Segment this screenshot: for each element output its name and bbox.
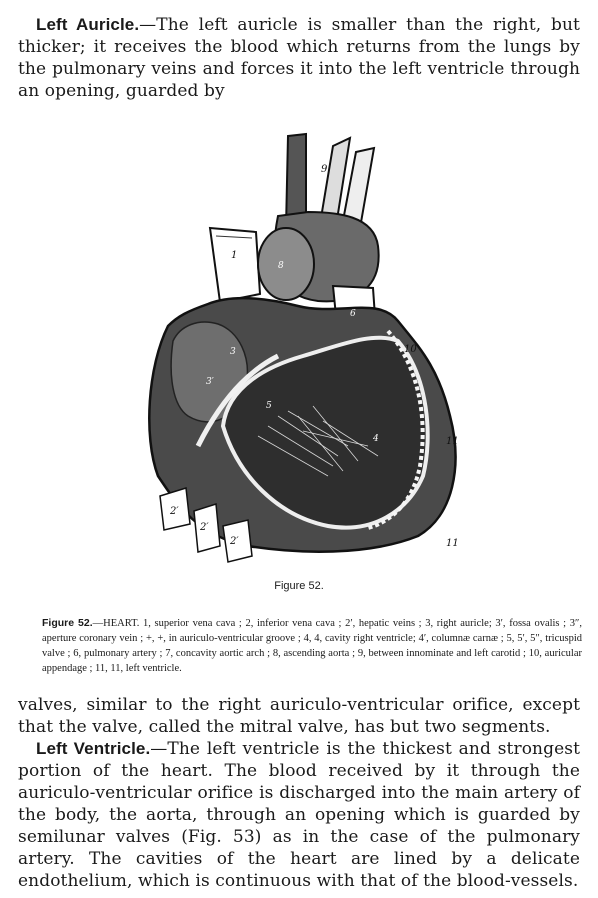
label-3prime: 3′ — [206, 377, 214, 387]
paragraph-left-ventricle — [18, 738, 580, 892]
label-11a: 11 — [446, 436, 459, 447]
label-11b: 11 — [446, 538, 459, 549]
label-8: 8 — [278, 261, 284, 271]
heart-illustration — [128, 116, 488, 571]
paragraph-left-auricle-body: —The left auricle is smaller than the right, but thicker; it receives the blood which returns from the lungs by the pulmonary veins and forces it into the left ventricle through an opening, guarded by — [18, 15, 580, 101]
figure-legend — [42, 616, 582, 676]
label-2prime-c: 2′ — [230, 536, 239, 547]
figure-title: Figure 52. — [274, 580, 324, 592]
label-2prime-b: 2′ — [200, 522, 209, 533]
label-2prime-a: 2′ — [170, 506, 179, 517]
paragraph-left-ventricle-body: —The left ventricle is the thickest and strongest portion of the heart. The blood received by it through the auriculo-ventricular orifice is discharged into the main artery of the body, the aorta, through an opening which is guarded by semilunar valves (Fig. 53) as in the case of the pulmonary artery. The cavities of the heart are lined by a delicate endothelium, which is continuous with that of the blood-vessels. — [18, 739, 581, 891]
label-10: 10 — [404, 344, 417, 355]
label-9: 9 — [321, 164, 328, 175]
figure-legend-label: Figure 52. — [42, 617, 93, 629]
label-4: 4 — [373, 434, 379, 444]
label-6: 6 — [350, 309, 356, 319]
heading-left-ventricle: Left Ventricle. — [36, 739, 151, 758]
figure-legend-text: —HEART. 1, superior vena cava ; 2, inferior vena cava ; 2′, hepatic veins ; 3, right auricle; 3′, fossa ovalis ; 3″, aperture coronary vein ; +, +, in auriculo-ventricular groove ; 4, 4, cavity right ventricle; 4′, columnæ carnæ ; 5, 5′, 5″, tricuspid valve ; 6, pulmonary artery ; 7, concavity aortic arch ; 8, ascending aorta ; 9, between innominate and left carotid ; 10, auricular appendage ; 11, 11, left ventricle. — [42, 618, 582, 674]
label-5: 5 — [266, 401, 272, 411]
label-1: 1 — [231, 250, 238, 261]
label-3: 3 — [230, 347, 236, 357]
heading-left-auricle: Left Auricle. — [36, 15, 140, 34]
paragraph-left-auricle — [18, 14, 580, 102]
paragraph-valves: valves, similar to the right auriculo-ventricular orifice, except that the valve, called the mitral valve, has but two segments. — [18, 695, 580, 737]
